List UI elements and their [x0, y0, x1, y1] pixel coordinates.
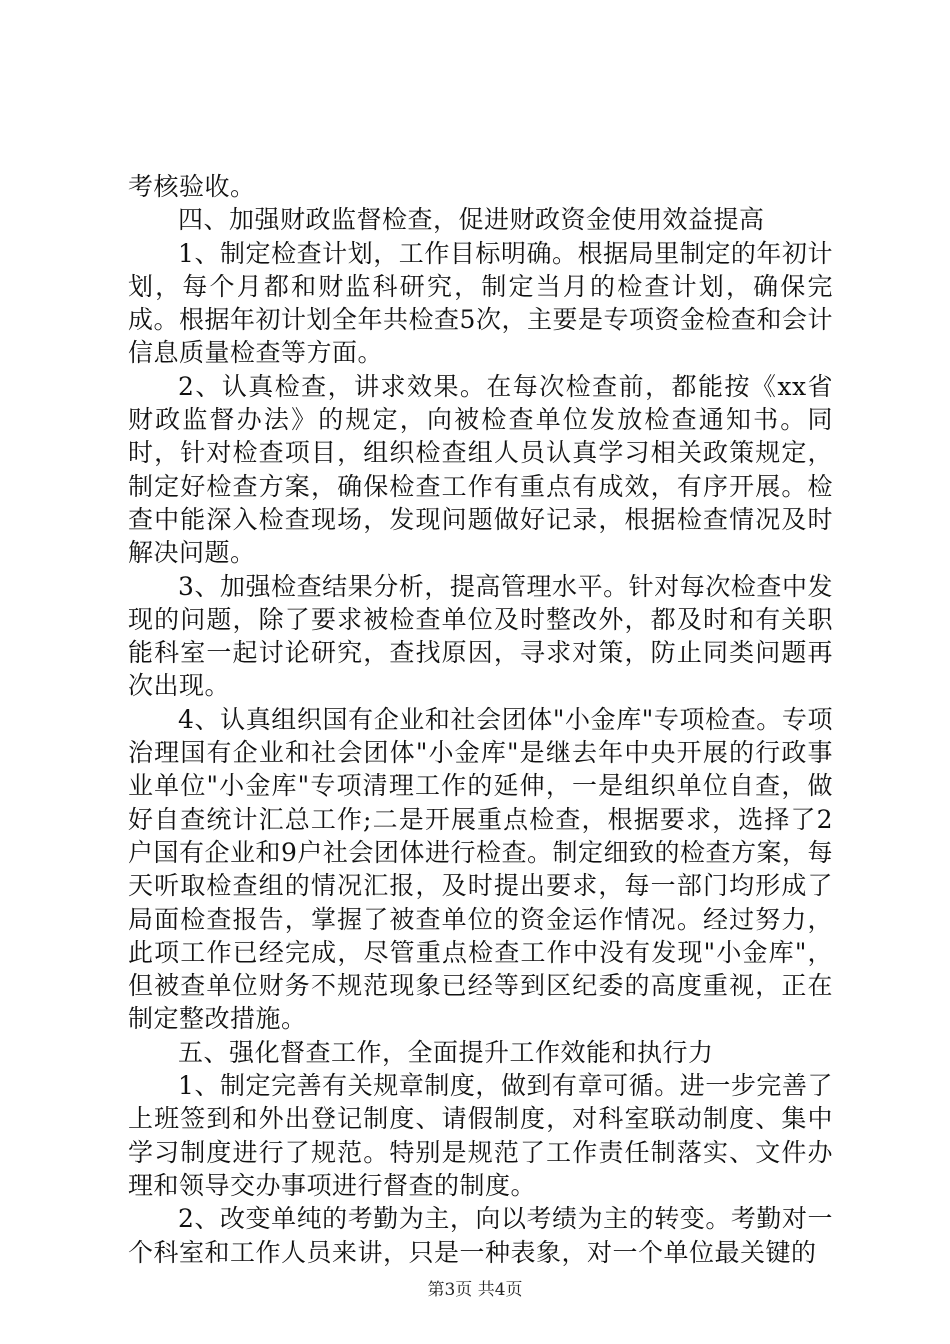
paragraph: 4、认真组织国有企业和社会团体"小金库"专项检查。专项治理国有企业和社会团体"小金库"是继去年中央开展的行政事业单位"小金库"专项清理工作的延伸，一是组织单位自查，做好自查统计汇总工作;二是开展重点检查，根据要求，选择了2户国有企业和9户社会团体进行检查。制定细致的检查方案，每天听取检查组的情况汇报，及时提出要求，每一部门均形成了局面检查报告，掌握了被查单位的资金运作情况。经过努力，此项工作已经完成，尽管重点检查工作中没有发现"小金库"，但被查单位财务不规范现象已经等到区纪委的高度重视，正在制定整改措施。: [128, 704, 833, 1034]
paragraph: 2、认真检查，讲求效果。在每次检查前，都能按《xx省财政监督办法》的规定，向被检查单位发放检查通知书。同时，针对检查项目，组织检查组人员认真学习相关政策规定，制定好检查方案，确保检查工作有重点有成效，有序开展。检查中能深入检查现场，发现问题做好记录，根据检查情况及时解决问题。: [128, 371, 833, 568]
page-footer: 第3页 共4页: [427, 1280, 523, 1300]
paragraph: 1、制定检查计划，工作目标明确。根据局里制定的年初计划，每个月都和财监科研究，制定当月的检查计划，确保完成。根据年初计划全年共检查5次，主要是专项资金检查和会计信息质量检查等方面。: [128, 238, 833, 368]
paragraph: 3、加强检查结果分析，提高管理水平。针对每次检查中发现的问题，除了要求被检查单位及时整改外，都及时和有关职能科室一起讨论研究，查找原因，寻求对策，防止同类问题再次出现。: [128, 571, 833, 701]
section-heading: 四、加强财政监督检查，促进财政资金使用效益提高: [178, 205, 765, 235]
section-heading: 五、强化督查工作，全面提升工作效能和执行力: [178, 1037, 714, 1067]
paragraph: 1、制定完善有关规章制度，做到有章可循。进一步完善了上班签到和外出登记制度、请假制度，对科室联动制度、集中学习制度进行了规范。特别是规范了工作责任制落实、文件办理和领导交办事项进行督查的制度。: [128, 1071, 833, 1200]
document-body: [128, 170, 833, 1269]
paragraph: 考核验收。: [128, 172, 256, 201]
paragraph: 2、改变单纯的考勤为主，向以考绩为主的转变。考勤对一个科室和工作人员来讲，只是一种表象，对一个单位最关键的: [128, 1204, 833, 1267]
